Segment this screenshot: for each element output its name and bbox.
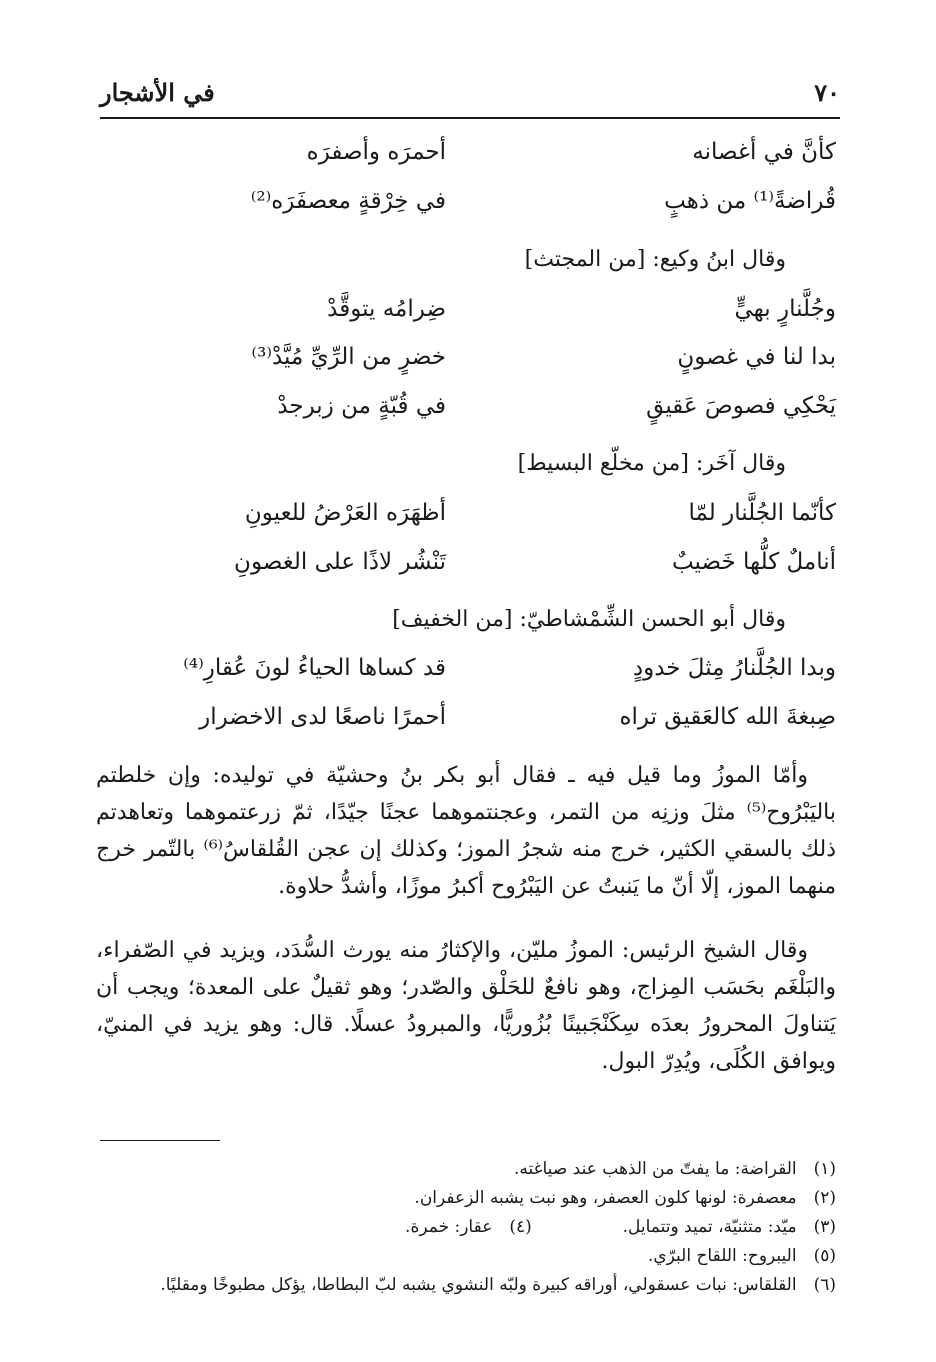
verse-first-hemistich: قُراضةً⁽¹⁾ من ذهبٍ — [664, 188, 836, 214]
footnote-number: (٦) — [813, 1275, 836, 1295]
verse-first-hemistich: كأنّما الجُلَّنار لمّا — [688, 500, 836, 526]
verse-first-hemistich: وبدا الجُلَّنارُ مِثلَ خدودٍ — [632, 655, 836, 681]
footnote-text: القراضة: ما يفتّ من الذهب عند صياغته. — [513, 1159, 797, 1179]
footnote-number: (٤) — [509, 1217, 532, 1237]
verse-second-hemistich: تَنْشُر لاذًا على الغصونِ — [234, 549, 446, 575]
footnote-text: القلقاس: نبات عسقولي، أوراقه كبيرة ولبّه النشوي يشبه لبّ البطاطا، يؤكل مطبوخًا ومقليًا. — [160, 1275, 797, 1295]
footnote-text: عقار: خمرة. — [405, 1217, 493, 1237]
verse-first-hemistich: بدا لنا في غصونٍ — [677, 344, 836, 370]
verse-first-hemistich: أناملٌ كلُّها خَضيبٌ — [671, 549, 836, 575]
prose-paragraph: وقال الشيخ الرئيس: الموزُ مليّن، والإكثارُ منه يورث السُّدَد، ويزيد في الصّفراء، والبَلْغَم بحَسَب المِزاج، وهو نافعٌ للحَلْق والصّدر؛ وهو ثقيلٌ على المعدة؛ ويجب أن يَتناولَ المحرورُ بعدَه سِكَنْجَبينًا بُزُوريًّا، والمبرودُ عسلًا. قال: وهو يزيد في المنيّ، ويوافق الكُلَى، ويُدِرّ البول. — [96, 938, 836, 1074]
verse-first-hemistich: كأنَّ في أغصانه — [692, 139, 836, 165]
footnote-number: (٢) — [813, 1188, 836, 1208]
verse-first-hemistich: وجُلَّنارٍ بهيٍّ — [734, 296, 836, 322]
footnote-text: ميّد: متثنيّة، تميد وتتمايل. — [622, 1217, 797, 1237]
footnote-rule — [100, 1140, 220, 1141]
footnote-number: (٥) — [813, 1246, 836, 1266]
prose-body — [96, 932, 836, 1080]
verse-second-hemistich: خضرٍ من الرِّيِّ مُيَّدْ⁽³⁾ — [251, 344, 446, 370]
footnote — [96, 1242, 836, 1271]
verse-second-hemistich: ضِرامُه يتوقَّدْ — [327, 296, 446, 322]
prose-body — [96, 757, 836, 905]
poem-intro: وقال آخَر: [من مخلّع البسيط] — [517, 451, 786, 476]
poem-intro: وقال ابنُ وكيع: [من المجتث] — [524, 247, 786, 272]
footnote-number: (٣) — [813, 1217, 836, 1237]
verse-second-hemistich: أحمرَه وأصفرَه — [306, 139, 446, 165]
poem-intro: وقال أبو الحسن الشِّمْشاطيّ: [من الخفيف] — [392, 607, 786, 632]
prose-paragraph: وأمّا الموزُ وما قيل فيه ـ فقال أبو بكر بنُ وحشيّة في توليده: وإن خلطتم باليَبْرُوح⁽⁵⁾ مثلَ وزنِه من التمر، وعجنتموهما عجنًا جيّدًا، ثمّ زرعتموهما وتعاهدتم ذلك بالسقي الكثير، خرج منه شجرُ الموز؛ وكذلك إن عجن القُلقاسُ⁽⁶⁾ بالتّمر خرج منهما الموز، إلّا أنّ ما يَنبتُ عن اليَبْرُوح أكبرُ موزًا، وأشدُّ حلاوة. — [96, 763, 836, 899]
verse-second-hemistich: قد كساها الحياءُ لونَ عُقارِ⁽⁴⁾ — [183, 655, 446, 681]
verse-first-hemistich: صِبغةَ الله كالعَقيق تراه — [619, 704, 836, 730]
verse-second-hemistich: في قُبّةٍ من زبرجدْ — [277, 393, 446, 419]
page-header — [100, 78, 840, 114]
footnote — [96, 1155, 836, 1184]
footnote-text: اليبروح: اللقاح البرّي. — [647, 1246, 797, 1266]
footnotes — [96, 1155, 836, 1300]
page-number: ٧٠ — [814, 78, 840, 107]
footnote — [96, 1271, 836, 1300]
verse-second-hemistich: أظهَرَه العَرْضُ للعيونِ — [244, 500, 446, 526]
footnote — [96, 1213, 836, 1242]
footnote-number: (١) — [813, 1159, 836, 1179]
verse-second-hemistich: في خِرْقةٍ معصفَرَه⁽²⁾ — [250, 188, 446, 214]
verse-first-hemistich: يَحْكِي فصوصَ عَقيقٍ — [646, 393, 836, 419]
header-rule — [100, 117, 840, 119]
footnote-text: معصفرة: لونها كلون العصفر، وهو نبت يشبه الزعفران. — [414, 1188, 797, 1208]
footnote — [96, 1184, 836, 1213]
running-title: في الأشجار — [100, 78, 215, 107]
verse-second-hemistich: أحمرًا ناصعًا لدى الاخضرار — [199, 704, 446, 730]
